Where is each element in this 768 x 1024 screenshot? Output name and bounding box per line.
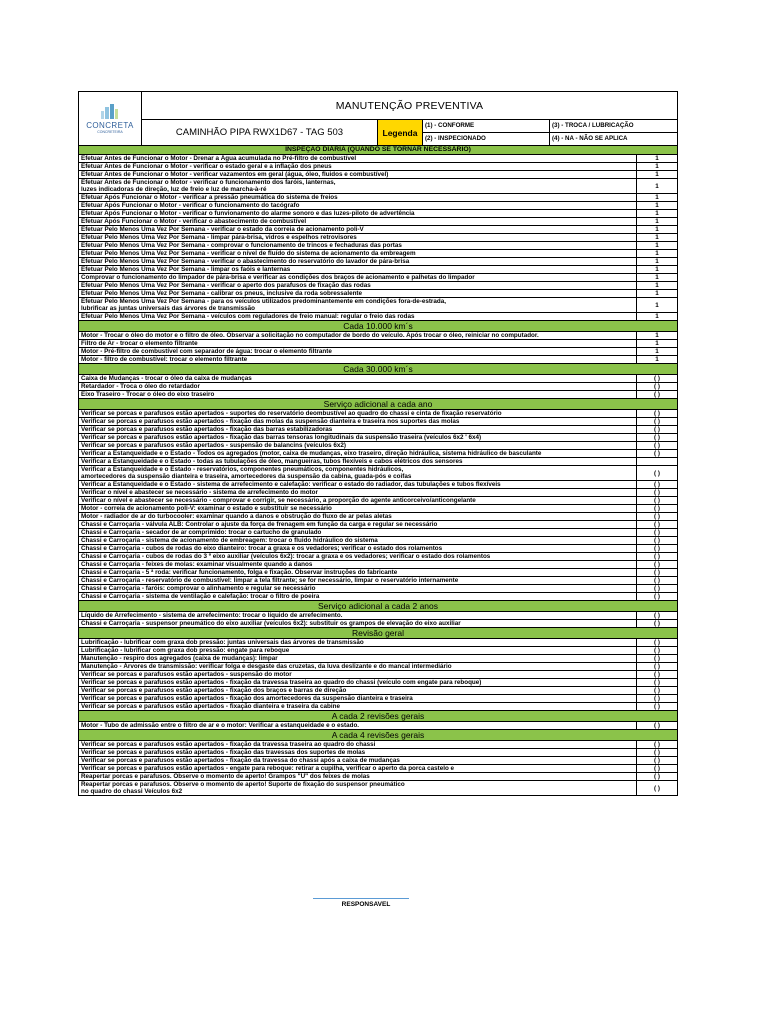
task-line: Manutenção - Árvores de transmissão: verificar folga e desgaste das cruzetas, da luva deslizante e do mancal intermediário [81,663,452,670]
checklist-row [79,741,677,749]
section-header: Revisão geral [79,628,677,639]
task-description [79,163,636,170]
checklist-row [79,266,677,274]
task-line: Verificar se porcas e parafusos estão apertados - fixação da travessa traseira ao quadro do chassi (veículo com engate para reboque) [81,679,482,686]
section-header: A cada 2 revisões gerais [79,711,677,722]
task-description [79,663,636,670]
section-header: A cada 4 revisões gerais [79,730,677,741]
task-line: Chassi e Carroçaria - secador de ar comprimido: trocar o cartucho de granulado [81,529,322,536]
checklist-row [79,194,677,202]
checklist-row [79,210,677,218]
task-line: Efetuar Pelo Menos Uma Vez Por Semana - verificar o aperto dos parafusos de fixação das rodas [81,282,371,289]
checklist-row [79,442,677,450]
status-cell[interactable]: 1 [636,298,677,312]
task-line: Chassi e Carroçaria - feixes de molas: examinar visualmente quando a danos [81,561,313,568]
task-line: Lubrificação - lubrificar com graxa dob pressão: juntas universais das árvores de transmissão [81,639,364,646]
legend-item: (3) - TROCA / LUBRICAÇÃO [550,120,677,133]
task-line: Efetuar Pelo Menos Uma Vez Por Semana - limpar os faóis e lanternas [81,266,291,273]
checklist-row [79,647,677,655]
status-cell[interactable]: ( ) [636,497,677,504]
task-description [79,442,636,449]
task-line: Verificar a Estanqueidade e o Estado - Todos os agregados (motor, caixa de mudanças, eixo traseiro, direção hidráulica, sistema hidráulico de basculante [81,450,542,457]
task-description [79,274,636,281]
task-line: Caixa de Mudanças - trocar o óleo da caixa de mudanças [81,375,252,382]
task-line: Efetuar Pelo Menos Uma Vez Por Semana - verificar o abastecimento do reservatório do lavador de pára-brisa [81,258,410,265]
task-description [79,593,636,600]
checklist-row [79,722,677,730]
task-description [79,332,636,339]
status-cell[interactable]: ( ) [636,434,677,441]
task-line: Verificar se porcas e parafusos estão apertados - fixação dos braços e barras de direção [81,687,347,694]
checklist-row [79,410,677,418]
checklist-row [79,521,677,529]
status-cell[interactable]: 1 [636,218,677,225]
task-description [79,202,636,209]
task-line: Retardador - Troca o óleo do retardador [81,383,200,390]
checklist-row [79,282,677,290]
status-cell[interactable]: ( ) [636,722,677,729]
company-logo [79,92,142,145]
checklist-row [79,218,677,226]
task-description [79,410,636,417]
task-line: luzes indicadoras de direção, luz de freio e luz de marcha-à-ré [81,186,267,193]
status-cell[interactable]: 1 [636,242,677,249]
task-description [79,545,636,552]
task-line: Efetuar Pelo Menos Uma Vez Por Semana - comprovar o funcionamento de trincos e fechaduras das portas [81,242,402,249]
status-cell[interactable]: 1 [636,179,677,193]
status-cell[interactable]: ( ) [636,505,677,512]
checklist-row [79,773,677,781]
task-description [79,179,636,193]
task-line: Chassi e Carroçaria - cubos de rodas do 3 º eixo auxiliar (veículos 6x2): trocar a graxa e os vedadores; verificar o estado dos rolamentos [81,553,491,560]
checklist-row [79,537,677,545]
document-title: MANUTENÇÃO PREVENTIVA [142,92,677,120]
task-line: Verificar o nível e abastecer se necessário - comprovar e corrigir, se necessário, a proporção do agente anticorceivo/anticongelante [81,497,476,504]
task-description [79,250,636,257]
status-cell[interactable]: ( ) [636,513,677,520]
task-line: Verificar se porcas e parafusos estão apertados - engate para reboque: retirar a cupilha, verificar o aperto da porca castelo e [81,765,455,772]
status-cell[interactable]: 1 [636,171,677,178]
task-description [79,242,636,249]
task-line: Chassi e Carroçaria - sistema de ventilação e calefação: trocar o filtro de poeira [81,593,320,600]
checklist-row [79,250,677,258]
task-line: Comprovar o funcionamento do limpador de pára-brisa e verificar as condições dos braços de acionamento e palhetas do limpador [81,274,475,281]
task-description [79,375,636,382]
task-description [79,620,636,627]
task-line: Verificar se porcas e parafusos estão apertados - suspensão do motor [81,671,292,678]
task-description [79,434,636,441]
checklist-row [79,695,677,703]
status-cell[interactable]: ( ) [636,561,677,568]
checklist-row [79,679,677,687]
status-cell[interactable]: 1 [636,155,677,162]
task-line: Lubrificação - lubrificar com graxa dob pressão: engate para reboque [81,647,290,654]
status-cell[interactable]: ( ) [636,620,677,627]
task-line: Eixo Traseiro - Trocar o óleo do eixo traseiro [81,391,215,398]
task-description [79,155,636,162]
legend-item: (1) - CONFORME [423,120,550,133]
maintenance-checklist [78,91,678,796]
signature-line [313,898,409,899]
status-cell[interactable]: ( ) [636,687,677,694]
status-cell[interactable]: ( ) [636,695,677,702]
task-description [79,356,636,363]
task-description [79,569,636,576]
task-line: Efetuar Antes de Funcionar o Motor - Drenar a Água acumulada no Pré-filtro de combustível [81,155,357,162]
task-line: Líquido de Arrefecimento - sistema de arrefecimento: trocar o líquido de arrefecimento. [81,612,343,619]
task-description [79,513,636,520]
checklist-row [79,663,677,671]
checklist-row [79,612,677,620]
task-description [79,282,636,289]
task-description [79,687,636,694]
task-line: Verificar se porcas e parafusos estão apertados - fixação das barras tensoras longitudinais da suspensão traseira (veículos 6x2 ' 6x4) [81,434,482,441]
task-line: Verificar a Estanqueidade e o Estado - reservatórios, componentes pneumáticos, componentes hidráulicos, [81,466,404,473]
checklist-row [79,757,677,765]
checklist-row [79,497,677,505]
checklist-row [79,202,677,210]
checklist-row [79,466,677,481]
status-cell[interactable]: ( ) [636,375,677,382]
checklist-row [79,671,677,679]
task-description [79,505,636,512]
checklist-row [79,561,677,569]
checklist-row [79,356,677,364]
task-description [79,612,636,619]
task-description [79,585,636,592]
task-line: Chassi e Carroçaria - reservatório de combustível: limpar a tela filtrante; se for necessário, limpar o reservatório internamente [81,577,459,584]
checklist-row [79,226,677,234]
checklist-row [79,313,677,321]
legend-item: (2) - INSPECIONADO [423,133,550,146]
checklist-row [79,391,677,399]
task-line: Efetuar Pelo Menos Uma Vez Por Semana - para os veículos utilizados predominantemente em condições fora-de-estrada, [81,298,446,305]
task-line: Filtro de Ar - trocar o elemento filtrante [81,340,198,347]
status-cell[interactable]: ( ) [636,757,677,764]
checklist-row [79,163,677,171]
checklist-row [79,529,677,537]
task-description [79,553,636,560]
task-line: Efetuar Pelo Menos Uma Vez Por Semana - verificar o nível de fluído do sistema de acionamento da embreagem [81,250,416,257]
task-description [79,210,636,217]
status-cell[interactable]: 1 [636,313,677,320]
status-cell[interactable]: ( ) [636,703,677,710]
status-cell[interactable]: ( ) [636,647,677,654]
checklist-row [79,481,677,489]
status-cell[interactable]: ( ) [636,466,677,480]
checklist-row [79,703,677,711]
checklist-row [79,749,677,757]
checklist-row [79,577,677,585]
checklist-row [79,383,677,391]
task-description [79,561,636,568]
section-header: Cada 30.000 km´s [79,364,677,375]
task-description [79,671,636,678]
sheet-header [79,92,677,146]
checklist-row [79,171,677,179]
task-line: Verificar se porcas e parafusos estão apertados - fixação das barras estabilizadoras [81,426,333,433]
task-description [79,695,636,702]
checklist-row [79,290,677,298]
checklist-row [79,639,677,647]
task-line: Efetuar Após Funcionar o Motor - verificar o funcionamento do tacógrafo [81,202,300,209]
task-line: Efetuar Antes de Funcionar o Motor - verificar o estado geral e a inflação dos pneus [81,163,332,170]
checklist-row [79,450,677,458]
legend-label: Legenda [377,120,423,145]
checklist-row [79,505,677,513]
task-description [79,266,636,273]
checklist-row [79,489,677,497]
task-description [79,489,636,496]
checklist-row [79,553,677,561]
checklist-row [79,765,677,773]
status-cell[interactable]: ( ) [636,577,677,584]
task-line: Efetuar Pelo Menos Uma Vez Por Semana - limpar pára-brisa, vidros e espelhos retrovisores [81,234,357,241]
task-line: Motor - filtro de combustível: trocar o elemento filtrante [81,356,248,363]
status-cell[interactable]: 1 [636,282,677,289]
task-description [79,639,636,646]
checklist-row [79,426,677,434]
task-line: Reapertar porcas e parafusos. Observe o momento de aperto! Grampos "U" dos feixes de molas [81,773,370,780]
task-description [79,741,636,748]
status-cell[interactable]: 1 [636,290,677,297]
task-description [79,749,636,756]
status-cell[interactable]: ( ) [636,418,677,425]
task-line: Motor - Tubo de admissão entre o filtro de ar e o motor: Verificar a estanqueidade e o estado. [81,722,360,729]
status-cell[interactable]: 1 [636,194,677,201]
status-cell[interactable]: ( ) [636,612,677,619]
checklist-row [79,687,677,695]
checklist-row [79,620,677,628]
task-line: Manutenção - respiro dos agregados (caixa de mudanças): limpar [81,655,278,662]
task-line: Motor - Pré-filtro de combustível com separador de água: trocar o elemento filtrante [81,348,332,355]
logo-subtext: CONCRETEIRA [97,129,123,134]
task-description [79,481,636,488]
checklist-row [79,781,677,795]
task-line: Verificar se porcas e parafusos estão apertados - fixação dos amortecedores da suspensão dianteira e traseira [81,695,413,702]
task-description [79,348,636,355]
status-cell[interactable]: 1 [636,163,677,170]
logo-building-icon [96,104,124,120]
status-cell[interactable]: ( ) [636,655,677,662]
task-description [79,298,636,312]
section-header: Serviço adicional a cada ano [79,399,677,410]
checklist-row [79,375,677,383]
task-line: Efetuar Após Funcionar o Motor - verificar o abastecimento de combustível [81,218,307,225]
status-cell[interactable]: ( ) [636,671,677,678]
task-line: Chassi e Carroçaria - sistema de acionamento de embreagem: trocar o fluido hidráulico do sistema [81,537,378,544]
status-cell[interactable]: ( ) [636,537,677,544]
task-line: Reapertar porcas e parafusos. Observe o momento de aperto! Suporte de fixação do suspensor pneumático [81,781,405,788]
signature-label: RESPONSAVEL [341,901,391,908]
checklist-row [79,242,677,250]
task-description [79,781,636,795]
checklist-row [79,569,677,577]
checklist-row [79,545,677,553]
checklist-row [79,458,677,466]
task-description [79,313,636,320]
status-cell[interactable]: ( ) [636,593,677,600]
task-line: Motor - radiador de ar do turbocooler: examinar quando a danos e obstrução do fluxo de ar pelas aletas [81,513,392,520]
checklist-row [79,274,677,282]
task-description [79,537,636,544]
task-line: amortecedores da suspensão dianteira e traseira, amortecedores da suspensão da cabina, guada-pós e coifas [81,473,412,480]
status-cell[interactable]: 1 [636,348,677,355]
task-description [79,757,636,764]
task-description [79,466,636,480]
status-cell[interactable]: ( ) [636,781,677,795]
task-line: Chassi e Carroçaria - cubos de rodas do eixo dianteiro: trocar a graxa e os vedadores; verificar o estado dos rolamentos [81,545,443,552]
checklist-row [79,585,677,593]
task-line: Verificar se porcas e parafusos estão apertados - fixação dianteira e traseira da cabine [81,703,340,710]
task-description [79,773,636,780]
checklist-row [79,258,677,266]
status-cell[interactable]: ( ) [636,426,677,433]
status-cell[interactable]: 1 [636,210,677,217]
checklist-row [79,332,677,340]
task-description [79,426,636,433]
task-description [79,258,636,265]
task-line: Efetuar Antes de Funcionar o Motor - verificar vazamentos em geral (água, óleo, fluidos e combustível) [81,171,389,178]
status-cell[interactable]: ( ) [636,410,677,417]
status-cell[interactable]: 1 [636,356,677,363]
status-cell[interactable]: ( ) [636,481,677,488]
task-line: Verificar se porcas e parafusos estão apertados - fixação das molas da suspensão dianteira e traseira nos suportes das molas [81,418,460,425]
task-line: lubrificar as juntas universais das árvores de transmissão [81,305,255,312]
status-cell[interactable]: ( ) [636,765,677,772]
status-cell[interactable]: ( ) [636,585,677,592]
task-line: Verificar a Estanqueidade e o Estado - todas as tubulações de óleo, mangueiras, tubos flexíveis e cabos elétricos dos sensores [81,458,463,465]
checklist-row [79,179,677,194]
checklist-row [79,593,677,601]
task-line: Efetuar Após Funcionar o Motor - verificar a pressão pneumática do sistema de freios [81,194,338,201]
status-cell[interactable]: 1 [636,332,677,339]
task-line: no quadro do chassi Veículos 6x2 [81,788,183,795]
task-line: Verificar se porcas e parafusos estão apertados - fixação da travessa traseira ao quadro do chassi [81,741,376,748]
status-cell[interactable]: 1 [636,258,677,265]
task-description [79,450,636,457]
task-line: Verificar se porcas e parafusos estão apertados - suportes do reservatório deombustível ao quadro do chassi e cinta de fixação reservatório [81,410,502,417]
task-description [79,679,636,686]
checklist-row [79,298,677,313]
status-cell[interactable] [636,458,677,465]
status-cell[interactable]: ( ) [636,442,677,449]
task-description [79,383,636,390]
checklist-row [79,234,677,242]
logo-text: CONCRETA [86,120,134,130]
task-description [79,418,636,425]
section-header: Cada 10.000 km´s [79,321,677,332]
task-line: Verificar se porcas e parafusos estão apertados - fixação da travessa do chassi após a caixa de mudanças [81,757,400,764]
task-description [79,521,636,528]
status-cell[interactable]: ( ) [636,639,677,646]
status-cell[interactable]: ( ) [636,773,677,780]
checklist-row [79,340,677,348]
legend-grid [423,120,677,145]
status-cell[interactable]: ( ) [636,383,677,390]
status-cell[interactable]: ( ) [636,569,677,576]
task-line: Motor - correia de acionamento poli-V: examinar o estado e substituir se necessário [81,505,332,512]
checklist-row [79,348,677,356]
status-cell[interactable]: ( ) [636,529,677,536]
task-line: Verificar se porcas e parafusos estão apertados - suspensão de balancins (veículos 6x2) [81,442,346,449]
status-cell[interactable]: ( ) [636,450,677,457]
status-cell[interactable]: 1 [636,226,677,233]
status-cell[interactable]: 1 [636,250,677,257]
task-description [79,340,636,347]
task-description [79,529,636,536]
status-cell[interactable]: ( ) [636,553,677,560]
task-description [79,647,636,654]
task-line: Efetuar Após Funcionar o Motor - verificar o funvionamento do alarme sonoro e das luzes-piloto de advertência [81,210,415,217]
section-header: Serviço adicional a cada 2 anos [79,601,677,612]
task-description [79,218,636,225]
task-line: Chassi e Carroçaria - faróis: comprovar o alinhamento e regular se necessário [81,585,316,592]
checklist-row [79,434,677,442]
task-description [79,703,636,710]
status-cell[interactable]: ( ) [636,521,677,528]
task-description [79,234,636,241]
section-header: INSPEÇÃO DIÁRIA (QUANDO SE TORNAR NECESSÁRIO) [79,146,677,155]
checklist-row [79,655,677,663]
task-description [79,194,636,201]
checklist-row [79,513,677,521]
legend-item: (4) - NA - NÃO SE APLICA [552,135,628,143]
vehicle-title: CAMINHÃO PIPA RWX1D67 - TAG 503 [175,127,344,138]
task-description [79,765,636,772]
task-line: Verificar se porcas e parafusos estão apertados - fixação das travessas dos suportes de molas [81,749,366,756]
task-line: Efetuar Pelo Menos Uma Vez Por Semana - veículos com reguladores de freio manual: regular o freio das rodas [81,313,415,320]
status-cell[interactable]: 1 [636,234,677,241]
status-cell[interactable]: 1 [636,340,677,347]
task-description [79,391,636,398]
task-description [79,171,636,178]
task-description [79,497,636,504]
status-cell[interactable]: ( ) [636,663,677,670]
task-line: Verificar o nível e abastecer se necessário - sistema de arrefecimento do motor [81,489,318,496]
task-description [79,226,636,233]
status-cell[interactable]: ( ) [636,489,677,496]
task-description [79,655,636,662]
task-line: Motor - Trocar o óleo do motor e o filtro de óleo. Observar a solicitação no computador de bordo do veículo. Após trocar o óleo, reiniciar no computador. [81,332,539,339]
status-cell[interactable]: ( ) [636,391,677,398]
task-line: Chassi e Carroçaria - suspensor pneumático do eixo auxiliar (veículos 6x2): substituir os grampos de elevação do eixo auxiliar [81,620,461,627]
task-line: Chassi e Carroçaria - válvula ALB: Controlar o ajuste da força de frenagem em função da carga e regular se necessário [81,521,438,528]
task-description [79,577,636,584]
task-line: Chassi e Carroçaria - 5 ª roda: verificar funcionamento, folga e fixação. Observar instruções do fabricante [81,569,398,576]
task-description [79,458,636,465]
status-cell[interactable]: 1 [636,274,677,281]
checklist-row [79,155,677,163]
checklist-table [79,146,677,795]
status-cell[interactable]: ( ) [636,741,677,748]
status-cell[interactable]: ( ) [636,679,677,686]
checklist-row [79,418,677,426]
task-line: Efetuar Pelo Menos Uma Vez Por Semana - verificar o estado da correia de acionamento poli-V [81,226,364,233]
status-cell[interactable]: 1 [636,266,677,273]
status-cell[interactable]: ( ) [636,749,677,756]
status-cell[interactable]: 1 [636,202,677,209]
task-line: Efetuar Antes de Funcionar o Motor - verificar o funcionamento dos faróis, lanternas, [81,179,336,186]
task-line: Verificar a Estanqueidade e o Estado - sistema de arrefecimento e calefação: verificar o estado do radiador, das tubulações e tubos flexíveis [81,481,501,488]
task-description [79,290,636,297]
status-cell[interactable]: ( ) [636,545,677,552]
task-description [79,722,636,729]
task-line: Efetuar Pelo Menos Uma Vez Por Semana - calibrar os pneus, inclusive da roda sobressalente [81,290,363,297]
